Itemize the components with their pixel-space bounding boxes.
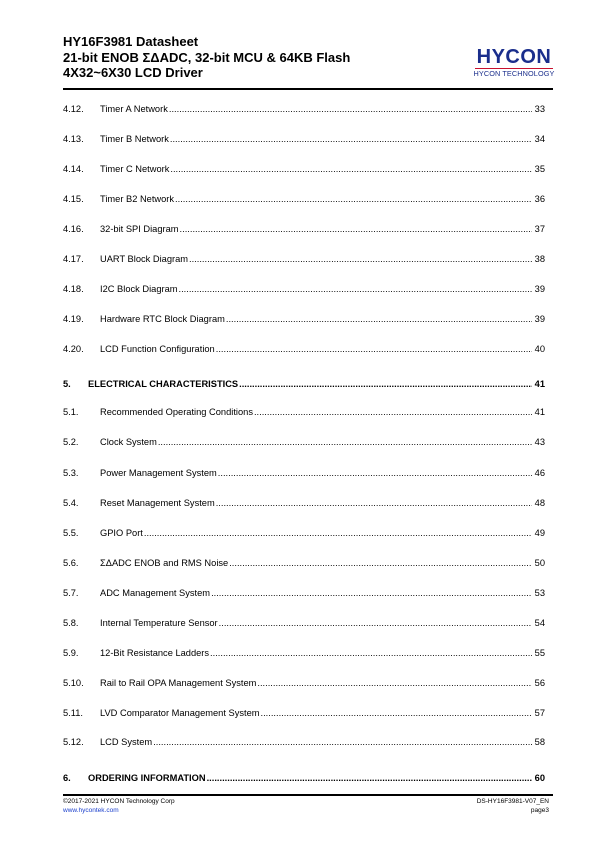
toc-entry[interactable] — [63, 131, 545, 145]
toc-entry-page: 57 — [534, 708, 545, 718]
toc-entry-number: 4.13. — [63, 134, 84, 144]
toc-dot-leader — [189, 253, 532, 265]
toc-entry-title: ADC Management System — [100, 588, 211, 598]
footer-right — [477, 798, 549, 815]
toc-entry-page: 34 — [534, 134, 545, 144]
toc-entry-number: 5.10. — [63, 678, 84, 688]
toc-dot-leader — [170, 133, 532, 145]
toc-dot-leader — [216, 497, 532, 509]
toc-entry[interactable] — [63, 465, 545, 479]
toc-entry-title: Power Management System — [100, 468, 217, 478]
toc-dot-leader — [219, 617, 532, 629]
toc-entry-number: 5.5. — [63, 528, 79, 538]
toc-dot-leader — [210, 647, 532, 659]
toc-entry[interactable] — [63, 311, 545, 325]
toc-dot-leader — [180, 223, 532, 235]
toc-entry-page: 55 — [534, 648, 545, 658]
toc-entry-page: 54 — [534, 618, 545, 628]
toc-entry[interactable] — [63, 434, 545, 448]
toc-entry-page: 37 — [534, 224, 545, 234]
toc-entry-page: 38 — [534, 254, 545, 264]
toc-dot-leader — [179, 283, 533, 295]
footer-doc-id: DS-HY16F3981-V07_EN — [476, 798, 549, 805]
toc-entry-title: Recommended Operating Conditions — [100, 407, 253, 417]
toc-entry[interactable] — [63, 101, 545, 115]
logo-subtext: HYCON TECHNOLOGY — [473, 69, 555, 78]
toc-entry-page: 48 — [534, 498, 545, 508]
toc-entry-title: Timer C Network — [100, 164, 170, 174]
toc-dot-leader — [229, 557, 532, 569]
footer-page-number: page3 — [530, 806, 549, 814]
toc-dot-leader — [158, 436, 532, 448]
toc-entry[interactable] — [63, 645, 545, 659]
toc-entry-title: Clock System — [100, 437, 157, 447]
toc-entry-title: Internal Temperature Sensor — [100, 618, 218, 628]
toc-dot-leader — [207, 772, 532, 784]
toc-entry-page: 53 — [534, 588, 545, 598]
toc-entry-page: 36 — [534, 194, 545, 204]
toc-entry-page: 58 — [534, 737, 545, 747]
toc-entry[interactable] — [63, 615, 545, 629]
toc-dot-leader — [257, 677, 532, 689]
toc-entry-number: 5.8. — [63, 618, 79, 628]
toc-entry-page: 39 — [534, 284, 545, 294]
title-line-1: HY16F3981 Datasheet — [63, 34, 199, 49]
logo-wordmark: HYCON — [476, 46, 552, 68]
toc-entry-page: 39 — [534, 314, 545, 324]
toc-entry[interactable] — [63, 221, 545, 235]
toc-entry[interactable] — [63, 341, 545, 355]
toc-entry[interactable] — [63, 404, 545, 418]
toc-entry-number: 5.2. — [63, 437, 79, 447]
toc-entry-title: LCD System — [100, 737, 153, 747]
toc-entry[interactable] — [63, 525, 545, 539]
toc-dot-leader — [218, 467, 532, 479]
toc-entry-title: 32-bit SPI Diagram — [100, 224, 179, 234]
toc-entry-number: 4.16. — [63, 224, 84, 234]
title-line-2: 21-bit ENOB ΣΔADC, 32-bit MCU & 64KB Flash — [63, 49, 351, 65]
toc-entry-number: 4.12. — [63, 104, 84, 114]
toc-entry-page: 40 — [534, 344, 545, 354]
title-line-3: 4X32~6X30 LCD Driver — [63, 65, 203, 80]
toc-dot-leader — [216, 343, 532, 355]
toc-entry-page: 49 — [534, 528, 545, 538]
toc-entry-number: 4.20. — [63, 344, 84, 354]
toc-entry[interactable] — [63, 161, 545, 175]
toc-dot-leader — [226, 313, 532, 325]
page-header — [63, 34, 553, 86]
toc-entry[interactable] — [63, 376, 545, 390]
toc-entry-page: 41 — [534, 379, 545, 389]
toc-entry[interactable] — [63, 585, 545, 599]
toc-entry-title: Timer A Network — [100, 104, 168, 114]
toc-entry-number: 5.1. — [63, 407, 79, 417]
toc-entry-page: 50 — [534, 558, 545, 568]
toc-entry-page: 33 — [534, 104, 545, 114]
toc-entry-title: Timer B Network — [100, 134, 169, 144]
toc-entry-number: 5. — [63, 379, 71, 389]
toc-entry-number: 5.9. — [63, 648, 79, 658]
toc-entry-number: 5.7. — [63, 588, 79, 598]
toc-entry-page: 46 — [534, 468, 545, 478]
toc-entry-number: 4.17. — [63, 254, 84, 264]
toc-entry-number: 4.14. — [63, 164, 84, 174]
toc-entry-number: 5.11. — [63, 708, 83, 718]
toc-entry-number: 5.3. — [63, 468, 79, 478]
toc-entry-title: LCD Function Configuration — [100, 344, 215, 354]
toc-entry[interactable] — [63, 770, 545, 784]
toc-entry-title: UART Block Diagram — [100, 254, 189, 264]
toc-entry-title: ORDERING INFORMATION — [88, 773, 206, 783]
footer-divider — [63, 794, 553, 796]
toc-entry-number: 6. — [63, 773, 71, 783]
toc-entry-title: LVD Comparator Management System — [100, 708, 260, 718]
toc-dot-leader — [239, 378, 532, 390]
toc-dot-leader — [261, 707, 533, 719]
document-title — [63, 34, 350, 81]
toc-entry-number: 5.4. — [63, 498, 79, 508]
toc-entry-page: 35 — [534, 164, 545, 174]
footer-left — [63, 798, 175, 815]
toc-entry-number: 5.6. — [63, 558, 79, 568]
toc-entry[interactable] — [63, 251, 545, 265]
toc-entry-number: 5.12. — [63, 737, 84, 747]
toc-entry-title: Hardware RTC Block Diagram — [100, 314, 225, 324]
toc-dot-leader — [175, 193, 532, 205]
toc-entry-title: ΣΔADC ENOB and RMS Noise — [100, 558, 229, 568]
toc-entry[interactable] — [63, 191, 545, 205]
toc-entry-title: 12-Bit Resistance Ladders — [100, 648, 210, 658]
hycon-logo — [473, 46, 555, 82]
toc-entry-title: I2C Block Diagram — [100, 284, 178, 294]
header-divider — [63, 88, 553, 90]
toc-entry[interactable] — [63, 555, 545, 569]
toc-dot-leader — [153, 736, 532, 748]
toc-entry-page: 41 — [534, 407, 545, 417]
toc-entry[interactable] — [63, 734, 545, 748]
toc-entry[interactable] — [63, 281, 545, 295]
toc-dot-leader — [170, 163, 532, 175]
toc-entry-page: 43 — [534, 437, 545, 447]
toc-entry-title: Timer B2 Network — [100, 194, 175, 204]
toc-entry-number: 4.18. — [63, 284, 84, 294]
toc-entry-title: Reset Management System — [100, 498, 215, 508]
toc-entry-title: Rail to Rail OPA Management System — [100, 678, 257, 688]
toc-entry[interactable] — [63, 495, 545, 509]
toc-entry-page: 56 — [534, 678, 545, 688]
toc-entry-title: GPIO Port — [100, 528, 143, 538]
toc-entry-number: 4.15. — [63, 194, 84, 204]
toc-entry-title: ELECTRICAL CHARACTERISTICS — [88, 379, 239, 389]
toc-dot-leader — [144, 527, 532, 539]
toc-entry-page: 60 — [534, 773, 545, 783]
toc-dot-leader — [254, 406, 532, 418]
footer-website-link[interactable]: www.hycontek.com — [63, 806, 119, 814]
toc-dot-leader — [169, 103, 532, 115]
toc-dot-leader — [211, 587, 532, 599]
footer-copyright: ©2017-2021 HYCON Technology Corp — [63, 798, 175, 805]
toc-entry[interactable] — [63, 705, 545, 719]
toc-entry-number: 4.19. — [63, 314, 84, 324]
toc-entry[interactable] — [63, 675, 545, 689]
